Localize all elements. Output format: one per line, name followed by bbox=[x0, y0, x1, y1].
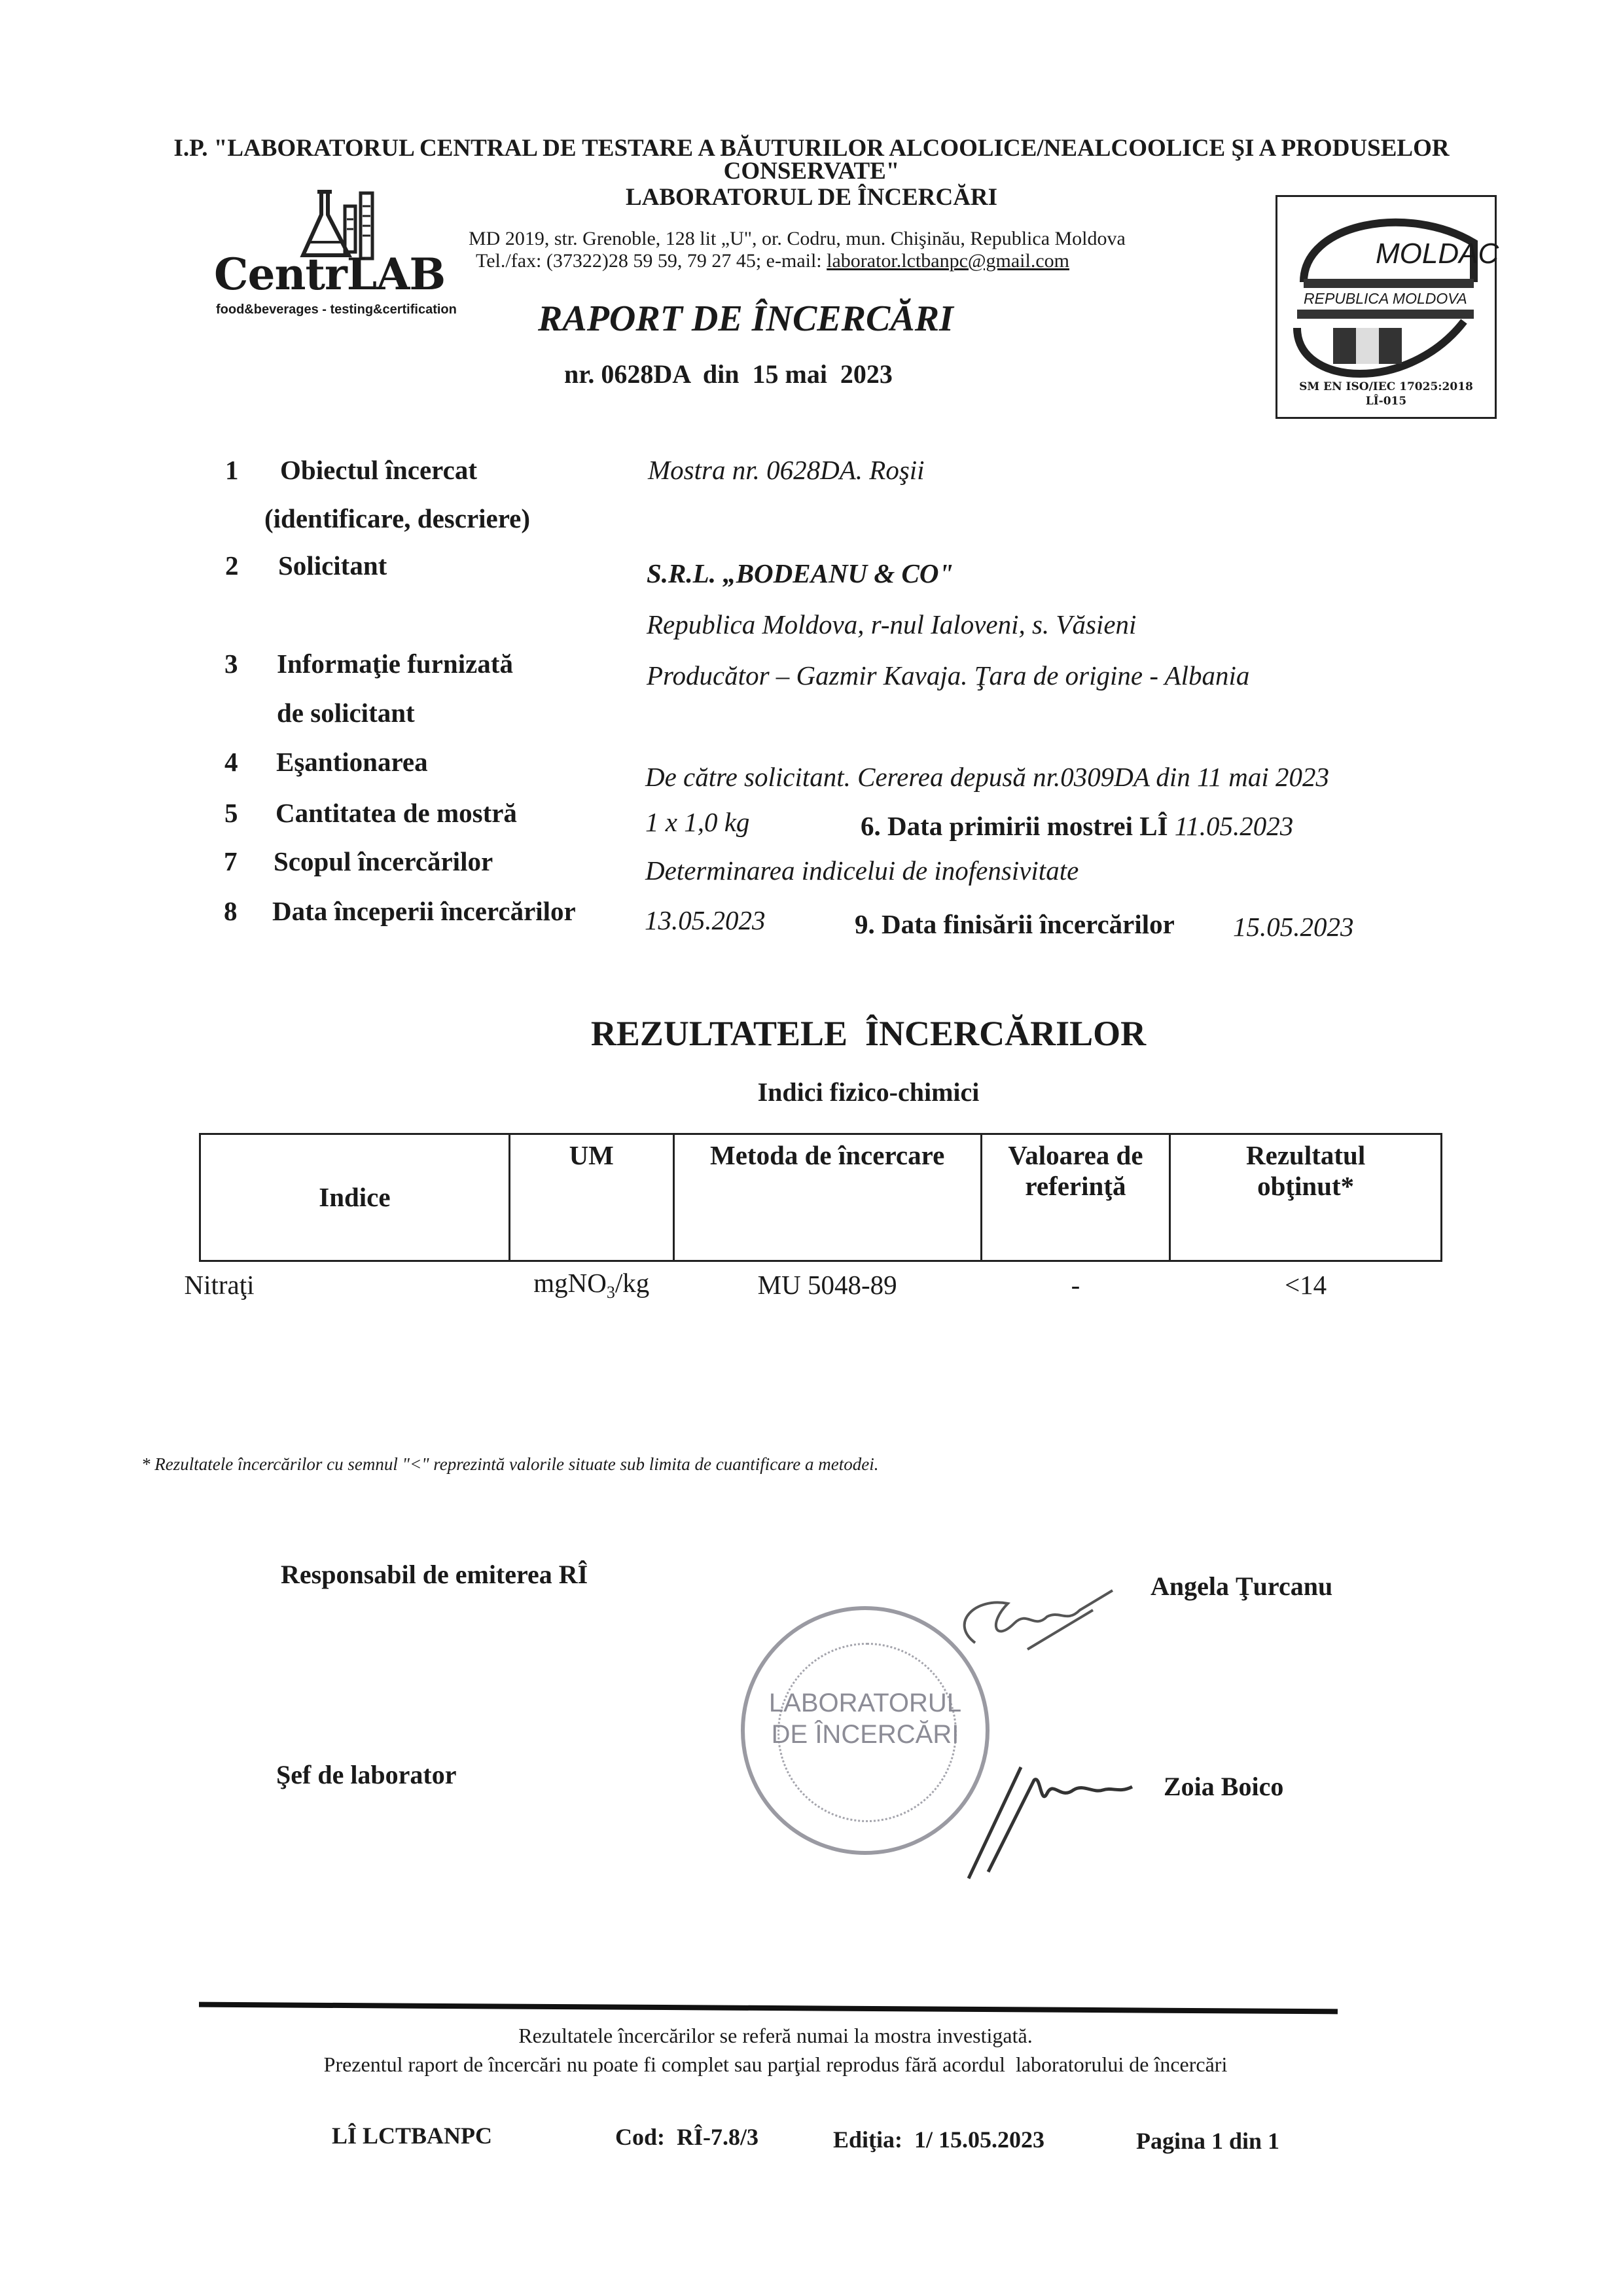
footer-page: Pagina 1 din 1 bbox=[1136, 2128, 1280, 2154]
footer-note-1: Rezultatele încercărilor se referă numai la mostra investigată. bbox=[518, 2024, 1033, 2047]
item-number: 2 bbox=[225, 550, 239, 581]
signature-1-icon bbox=[936, 1584, 1132, 1669]
item-number: 1 bbox=[225, 455, 239, 485]
item-value: Producător – Gazmir Kavaja. Ţara de origine - Albania bbox=[647, 660, 1250, 691]
org-name-line2: CONSERVATE" bbox=[723, 158, 900, 185]
signatory-name-1: Angela Ţurcanu bbox=[1150, 1571, 1333, 1601]
item-label: Eşantionarea bbox=[276, 747, 428, 777]
item-9-value: 15.05.2023 bbox=[1233, 912, 1354, 942]
cell-reference: - bbox=[1071, 1270, 1080, 1300]
item-number: 3 bbox=[224, 649, 238, 679]
signatory-name-2: Zoia Boico bbox=[1164, 1772, 1284, 1801]
col-result: Rezultatul obţinut* bbox=[1170, 1134, 1442, 1261]
col-method: Metoda de încercare bbox=[673, 1134, 981, 1261]
logo-tagline: food&beverages - testing&certification bbox=[216, 302, 457, 317]
item-label: Informaţie furnizată bbox=[277, 649, 513, 679]
cell-result: <14 bbox=[1285, 1270, 1327, 1300]
item-label: Data începerii încercărilor bbox=[272, 896, 576, 926]
item-number: 7 bbox=[224, 846, 238, 876]
table-header-row bbox=[200, 1134, 1442, 1261]
moldac-country: REPUBLICA MOLDOVA bbox=[1304, 290, 1467, 307]
item-number: 5 bbox=[224, 798, 238, 828]
signatory-role-2: Şef de laborator bbox=[276, 1760, 457, 1789]
item-value: De către solicitant. Cererea depusă nr.0309DA din 11 mai 2023 bbox=[645, 762, 1330, 792]
um-prefix: mgNO bbox=[533, 1268, 607, 1298]
email-link[interactable]: laborator.lctbanpc@gmail.com bbox=[827, 250, 1069, 272]
cell-um bbox=[509, 1261, 673, 1308]
item-label: Scopul încercărilor bbox=[274, 846, 493, 876]
um-subscript: 3 bbox=[606, 1283, 615, 1302]
logo-name: CentrLAB bbox=[214, 249, 446, 300]
item-label-cont: de solicitant bbox=[277, 698, 415, 728]
item-value: Determinarea indicelui de inofensivitate bbox=[645, 855, 1079, 886]
footer-note-2: Prezentul raport de încercări nu poate fi complet sau parţial reprodus fără acordul laboratorului de încercări bbox=[323, 2053, 1228, 2076]
contact-phone: Tel./fax: (37322)28 59 59, 79 27 45; e-mail: bbox=[476, 250, 827, 272]
item-9-label: 9. Data finisării încercărilor bbox=[855, 909, 1175, 939]
stamp-text-2: DE ÎNCERCĂRI bbox=[771, 1720, 959, 1749]
address: MD 2019, str. Grenoble, 128 lit „U", or. Codru, mun. Chişinău, Republica Moldova bbox=[469, 228, 1126, 249]
item-value-cont: Republica Moldova, r-nul Ialoveni, s. Văsieni bbox=[647, 609, 1137, 639]
item-label: Cantitatea de mostră bbox=[276, 798, 517, 828]
item-label-cont: (identificare, descriere) bbox=[264, 503, 531, 533]
org-name-line1: I.P. "LABORATORUL CENTRAL DE TESTARE A BĂUTURILOR ALCOOLICE/NEALCOOLICE ŞI A PRODUSELOR bbox=[173, 135, 1450, 162]
item-label: Solicitant bbox=[278, 550, 387, 581]
cell-indice: Nitraţi bbox=[184, 1270, 255, 1300]
table-row bbox=[200, 1261, 1442, 1308]
item-6 bbox=[861, 810, 1293, 842]
col-um: UM bbox=[509, 1134, 673, 1261]
moldac-code: LÎ-015 bbox=[1365, 395, 1407, 408]
stamp-text-1: LABORATORUL bbox=[768, 1689, 962, 1717]
item-label: Obiectul încercat bbox=[280, 455, 477, 485]
lab-name: LABORATORUL DE ÎNCERCĂRI bbox=[625, 184, 998, 211]
footer-divider bbox=[199, 2002, 1338, 2015]
results-table bbox=[184, 1133, 1442, 1308]
item-value: 13.05.2023 bbox=[645, 905, 766, 935]
um-suffix: /kg bbox=[615, 1268, 650, 1298]
item-number: 4 bbox=[224, 747, 238, 777]
contact-line bbox=[476, 250, 1069, 272]
results-title: REZULTATELE ÎNCERCĂRILOR bbox=[590, 1014, 1147, 1053]
report-title: RAPORT DE ÎNCERCĂRI bbox=[538, 298, 954, 339]
col-reference: Valoarea de referinţă bbox=[981, 1134, 1170, 1261]
item-number: 8 bbox=[224, 896, 238, 926]
moldac-title: MOLDAC bbox=[1376, 238, 1499, 270]
signature-2-icon bbox=[942, 1754, 1152, 1885]
item-6-label: 6. Data primirii mostrei LÎ bbox=[861, 811, 1168, 841]
moldac-accreditation-mark bbox=[1275, 195, 1497, 419]
footnote: * Rezultatele încercărilor cu semnul "<" reprezintă valorile situate sub limita de cuantificare a metodei. bbox=[141, 1454, 879, 1474]
report-number: nr. 0628DA din 15 mai 2023 bbox=[564, 359, 893, 389]
footer-doc-code: Cod: RÎ-7.8/3 bbox=[615, 2124, 759, 2150]
item-6-value: 11.05.2023 bbox=[1174, 811, 1294, 841]
footer-lab-code: LÎ LCTBANPC bbox=[332, 2123, 493, 2149]
item-value: S.R.L. „BODEANU & CO" bbox=[647, 558, 954, 588]
moldac-standard: SM EN ISO/IEC 17025:2018 bbox=[1299, 380, 1473, 393]
signatory-role-1: Responsabil de emiterea RÎ bbox=[281, 1560, 588, 1589]
results-subtitle: Indici fizico-chimici bbox=[757, 1077, 980, 1107]
footer-edition: Ediţia: 1/ 15.05.2023 bbox=[833, 2126, 1045, 2153]
col-indice: Indice bbox=[200, 1134, 510, 1261]
item-value: Mostra nr. 0628DA. Roşii bbox=[648, 455, 925, 485]
cell-method: MU 5048-89 bbox=[757, 1270, 897, 1300]
item-value: 1 x 1,0 kg bbox=[645, 807, 750, 837]
